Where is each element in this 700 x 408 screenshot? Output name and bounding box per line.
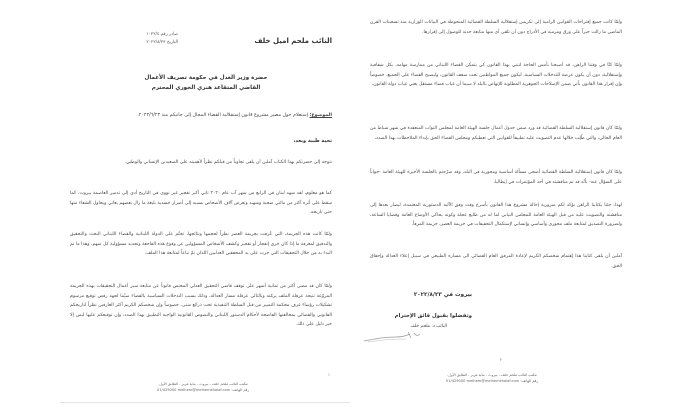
signatory-name: النائب د. ملحم خلف xyxy=(410,324,447,329)
footer-email: melhem@melhemkhalaf.com xyxy=(466,379,520,383)
closing-regards: وتفضلوا بقبول فائق الإحترام xyxy=(394,313,472,319)
paragraph: ولمّا كنّا في وقتنا الراهن، قد أصبحنا بأمس الحاجة لتبني بهذا القانون كي يتمكن القضاء اللبناني من ممارسة مهامه، بكل شفافية وإستقلالية، دون أن يكون عرضة للتدخلات السياسية، ليكون جميع المواطنين تحت سقف القانون، وليصبح القضاء على الجميع، خصوصاً وإن إقرار هذا القانون يأتي ضمن الإصلاحات الجوهرية المطلوبة للإنهاض بالبلد لا سيما أن غياب قضاء مستقل يعني غياب دولة القانون، xyxy=(370,63,622,88)
letter-page-1 xyxy=(58,0,354,408)
footer-address: مكتب النائب ملحم خلف - بيروت - بناية هربر - الطابق الأول. xyxy=(158,382,248,386)
reference-block xyxy=(98,31,178,46)
letter-page-2 xyxy=(362,0,622,408)
closing-place-date: بيروت في ٢٠٢٢/٨/٢٣ xyxy=(413,292,472,298)
paragraph: ولمّا كان قانون إستقلالية السلطة القضائية قد ورد ضمن جدول أعمال جلسة الهيئة العامة لمجلس النواب المنعقدة في شهر شباط من العام الحالي، والتي طُلِب خلالها عدم التصويت عليه تطبيقاً للقوانين التي تعطيكم ومجلس القضاء الحق بإبداء الملاحظات بهذا الصدد، xyxy=(370,126,622,141)
page-number: ١ xyxy=(327,372,330,377)
subject-line xyxy=(70,113,332,118)
greeting: تحية طيبة وبعد، xyxy=(293,138,332,144)
addressee xyxy=(58,73,354,93)
paragraph: نتوجه إلى حضرتكم بهذا الكتاب آملين أن يلقى تجاوباً من قبلكم نظراً لأهميته على الصعيدين الإنساني والوطني. xyxy=(124,160,332,165)
footer-contact xyxy=(392,378,592,384)
addressee-line-1: حضرة وزير العدل في حكومة تصريف الأعمال xyxy=(144,75,268,81)
footer-phone: 01/429000 xyxy=(445,379,466,383)
paragraph: آملين أن يلقى كتابنا هذا إهتمام شخصكم الكريم لإعادة المرفق العام القضائي الى مساره الطبيعي في سبيل إعلاء العدالة وإحقاق الحق. xyxy=(370,254,622,269)
paragraph: ولمّا كانت جميع إقتراحات القوانين الرامية إلى تكريس إستقلالية السلطة القضائية المنحوطة في البيانات الوزارية منذ تسعينات القرن الماضي ما زالت حبراً على ورق ومرمية في الأدراج دون أن تلقى أي منها متابعة جدية للوصول إلى إقرارها. xyxy=(370,20,622,35)
paragraph: ولمّا كان قانون إستقلالية السلطة القضائية أضحى مسألة أساسية ومحورية في البلد، وقد صرّحتم بالجلسة الأخيرة للهيئة العامة -جواباً على السؤال عنه- بأنّه قد تم مناقشته في أحد المؤتمرات في إيطاليا، xyxy=(370,170,622,185)
footer-phone: 01/429000 xyxy=(156,388,177,392)
footer-address: مكتب النائب ملحم خلف - بيروت - بناية هربر - الطابق الأول. xyxy=(447,373,537,377)
footer-contact xyxy=(103,387,303,393)
page-number: ٢ xyxy=(499,357,502,362)
date-label: التاريخ xyxy=(166,39,178,45)
sender-name: النائب ملحم اميل خلف xyxy=(254,37,332,45)
addressee-line-2: القاضي المتقاعد هنري الخوري المحترم xyxy=(151,85,261,91)
paragraph: كما هو معلوم، لقد شهد لبنان في الرابع من شهر آب عام ٢٠٢٠ ثاني أكبر تفجير غير نووي في التاريخ أدى إلى تدمير العاصمة بيروت، كما سقط على أثره أكثر من مائتي ضحية وشهيد وتعرض آلاف الأشخاص بسببه إلى أضرار جسدية بليغة ما زال بعضهم يعاني ويحاول الشفاء منها حتى تاريخه. xyxy=(70,191,332,216)
page-edge-divider xyxy=(60,402,350,403)
subject-label: الموضوع: xyxy=(309,113,332,118)
paragraph: لهذا، جئنا بكتابنا الراهن نؤكد لكم ضرورية إحالة مشروع هذا القانون بأسرع وقت وفق الآلية الدستورية المعتمدة، ليصار بعدها إلى مناقشته والتصويت عليه من قبل الهيئة العامة للمجلس النيابي لما له من طابع عجلة وكونه يحاكي الأوضاع العامة وقضايا الساعة، ولضرورة التصديق لمتابعة ملف محوري وأساسي وإنساني لإستكمال التحقيقات في جريمة العصر، جريمة المرفأ. xyxy=(370,203,622,228)
page-footer xyxy=(392,372,592,384)
footer-phone-label: رقم الهاتف: xyxy=(231,388,250,392)
outgoing-number: ١٠٢٢/٤ xyxy=(146,32,160,37)
footer-phone-label: رقم الهاتف: xyxy=(520,379,539,383)
paragraph: ولمّا كانت هذه الجريمة، التي عُرفت بجريمة العصر نظراً لحجمها ونتائجها، تحتّم على الدولة اللبنانية والقضاء اللبناني البحث والتحقيق والتدقيق لمعرفة ما إذا كان جرى إنفجار أو تفجير وكشف الأشخاص المسؤولين عن وقوع هذه الفاجعة وتحديد مسؤولية كل منهم، وهذا ما تم البدء به من خلال التحقيقات التي جرت على يد المحققين العدليين اللذان تمّ تباعاً لمتابعة هذا الملف. xyxy=(70,232,332,257)
subject-text: إستعلام حول مصير مشروع قانون إستقلالية القضاء المحال إلى جانبكم منذ ٢٠٢٢/٦/٢٣. xyxy=(137,113,308,118)
handwritten-signature-icon xyxy=(362,328,432,344)
outgoing-label: صادر رقم xyxy=(160,32,178,37)
outgoing-reference xyxy=(98,31,178,39)
date-value: ٢٠٢٢/٨/٢٣ xyxy=(146,39,166,45)
page-footer xyxy=(103,381,303,393)
reference-date xyxy=(98,39,178,47)
paragraph: ولمّا كان قد مضى أكثر من ثمانية أشهر على توقف قاضي التحقيق العدلي المختص قانوناً عن متابعة سير أعمال التحقيقات بهذه الجريمة المروّعة نتيجة عرقلة الملف برمّته وبالتالي عرقلة مسار العدالة، وذلك بسبب التدخلات السياسية بالقضاء سيّما لجهة رفض توقيع مرسوم تشكيلات رؤساء غرف محكمة التمييز من قبل السلطة التنفيذية تحت ذرائع شتى، خصوصاً وإن شخصكم الكريم أكثر العارفين نظراً لتاريخكم القانوني والقضائي بمخالفتها الفاضحة لأحكام الدستور اللبناني والنصوص القانونية الواجبة التطبيق بهذا الصدد، وإن توقيعكم عليها ليس إلا خير دليل على ذلك. xyxy=(70,284,332,328)
footer-email: melhem@melhemkhalaf.com xyxy=(177,388,231,392)
